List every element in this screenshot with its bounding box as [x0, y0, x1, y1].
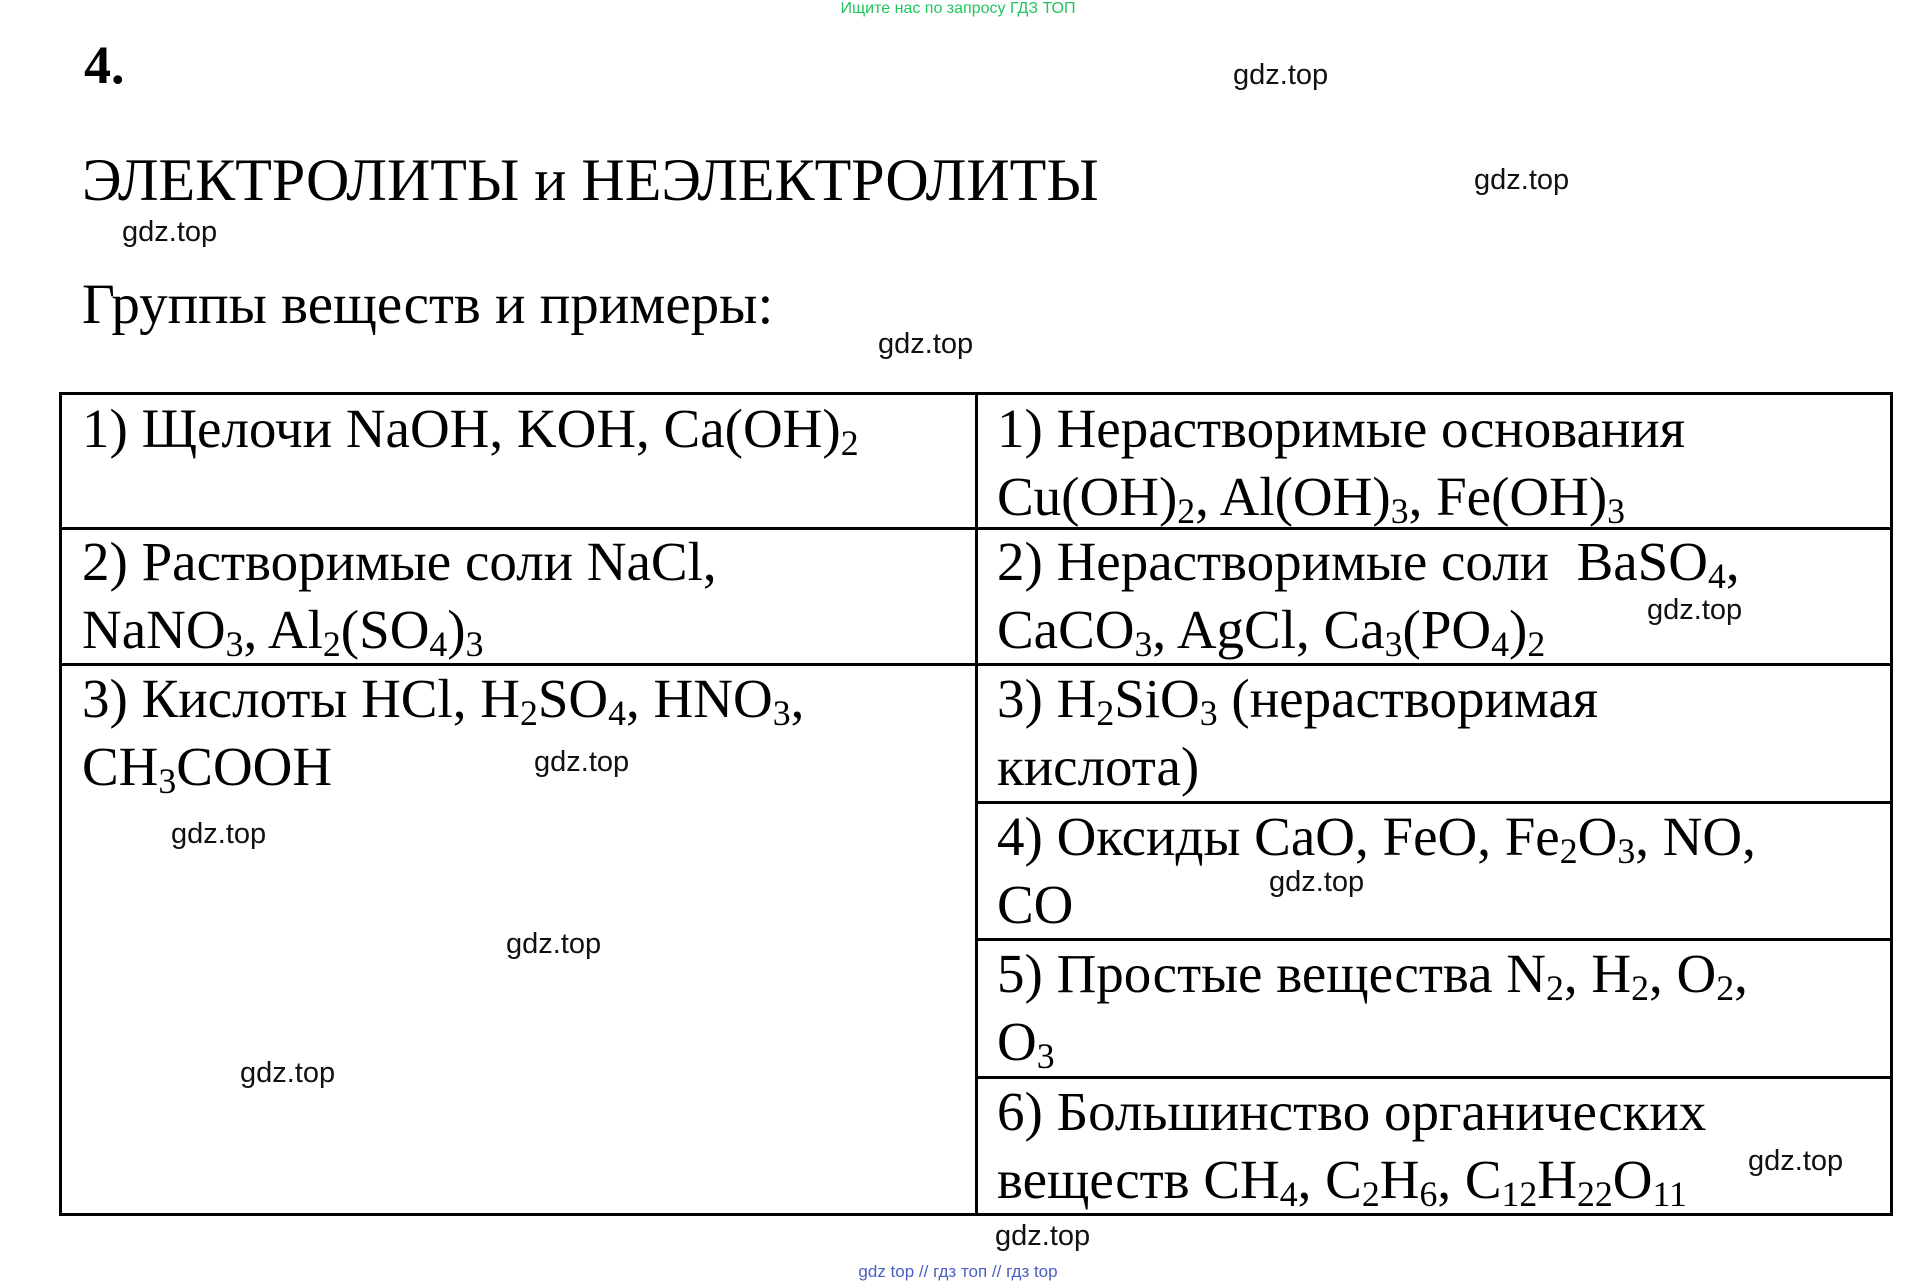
nonelectrolyte-cell-insoluble-bases [997, 395, 1685, 531]
footer-links: gdz top // гдз топ // гдз top [858, 1262, 1058, 1281]
substances-table [59, 392, 1893, 1216]
cell-line [997, 1078, 1706, 1146]
column-divider [975, 395, 978, 1213]
cell-line: $O_3$ [997, 1011, 1055, 1076]
top-banner: Ищите нас по запросу ГДЗ ТОП [840, 0, 1076, 17]
cell-label: 1) Нерастворимые основания [997, 398, 1686, 459]
electrolyte-cell-soluble-salts [82, 528, 717, 664]
cell-line: 5) Простые вещества $N_2$, $H_2$, $O_2$, [997, 943, 1748, 1008]
page-title: ЭЛЕКТРОЛИТЫ и НЕЭЛЕКТРОЛИТЫ [82, 147, 1099, 213]
watermark: gdz.top [1233, 59, 1329, 91]
watermark: gdz.top [534, 746, 630, 778]
task-number: 4. [84, 35, 125, 95]
cell-label: 3) Кислоты [82, 668, 348, 729]
cell-label: 3) [997, 668, 1043, 729]
cell-line [997, 395, 1685, 463]
cell-label: 1) Щелочи [82, 398, 333, 459]
cell-line: CaCO$_3$, AgCl, $Ca_3(PO_4)_2$ [997, 599, 1546, 664]
cell-line: кислота) [997, 736, 1200, 797]
electrolyte-cell-acids [82, 665, 804, 801]
watermark: gdz.top [1269, 866, 1365, 898]
cell-line: 3) Кислоты HCl, $H_2SO_4$, $HNO_3$, [82, 668, 805, 733]
cell-line: CO [997, 874, 1074, 935]
cell-label: 6) Большинство органических [997, 1081, 1707, 1142]
nonelectrolyte-cell-organic [997, 1078, 1706, 1214]
nonelectrolyte-cell-insoluble-salts [997, 528, 1743, 664]
cell-label: 2) Растворимые соли [82, 531, 574, 592]
watermark: gdz.top [1748, 1145, 1844, 1177]
cell-line: $CH_3COOH$ [82, 736, 333, 801]
cell-line: 1) Щелочи NaOH, KOH, $Ca(OH)_2$ [82, 398, 859, 463]
cell-line: 3) $H_2SiO_3$ (нерастворимая [997, 668, 1599, 733]
cell-label: 5) Простые вещества [997, 943, 1493, 1004]
cell-line: 2) Растворимые соли NaCl, [82, 531, 717, 592]
section-subtitle: Группы веществ и примеры: [82, 273, 774, 336]
watermark: gdz.top [1647, 594, 1743, 626]
cell-label: 4) Оксиды [997, 806, 1241, 867]
nonelectrolyte-cell-simple-substances [997, 940, 1748, 1076]
cell-line: веществ $CH_4$, $C_2H_6$, $C_{12}H_{22}O_{11}$ [997, 1149, 1687, 1214]
watermark: gdz.top [122, 216, 218, 248]
watermark: gdz.top [240, 1057, 336, 1089]
watermark: gdz.top [1474, 164, 1570, 196]
electrolyte-cell-alkalis [82, 395, 859, 463]
cell-line: 2) Нерастворимые соли BaSO$_4$, [997, 531, 1740, 596]
cell-line: 4) Оксиды CaO, FeO, $Fe_2O_3$, NO, [997, 806, 1756, 871]
cell-line: NaNO$_3$, $Al_2(SO_4)_3$ [82, 599, 484, 664]
watermark: gdz.top [995, 1220, 1091, 1252]
cell-line: $Cu(OH)_2$, $Al(OH)_3$, $Fe(OH)_3$ [997, 466, 1626, 531]
watermark: gdz.top [506, 928, 602, 960]
nonelectrolyte-cell-oxides [997, 803, 1756, 939]
watermark: gdz.top [878, 328, 974, 360]
watermark: gdz.top [171, 818, 267, 850]
nonelectrolyte-cell-insoluble-acid [997, 665, 1598, 801]
cell-label: 2) Нерастворимые соли [997, 531, 1550, 592]
